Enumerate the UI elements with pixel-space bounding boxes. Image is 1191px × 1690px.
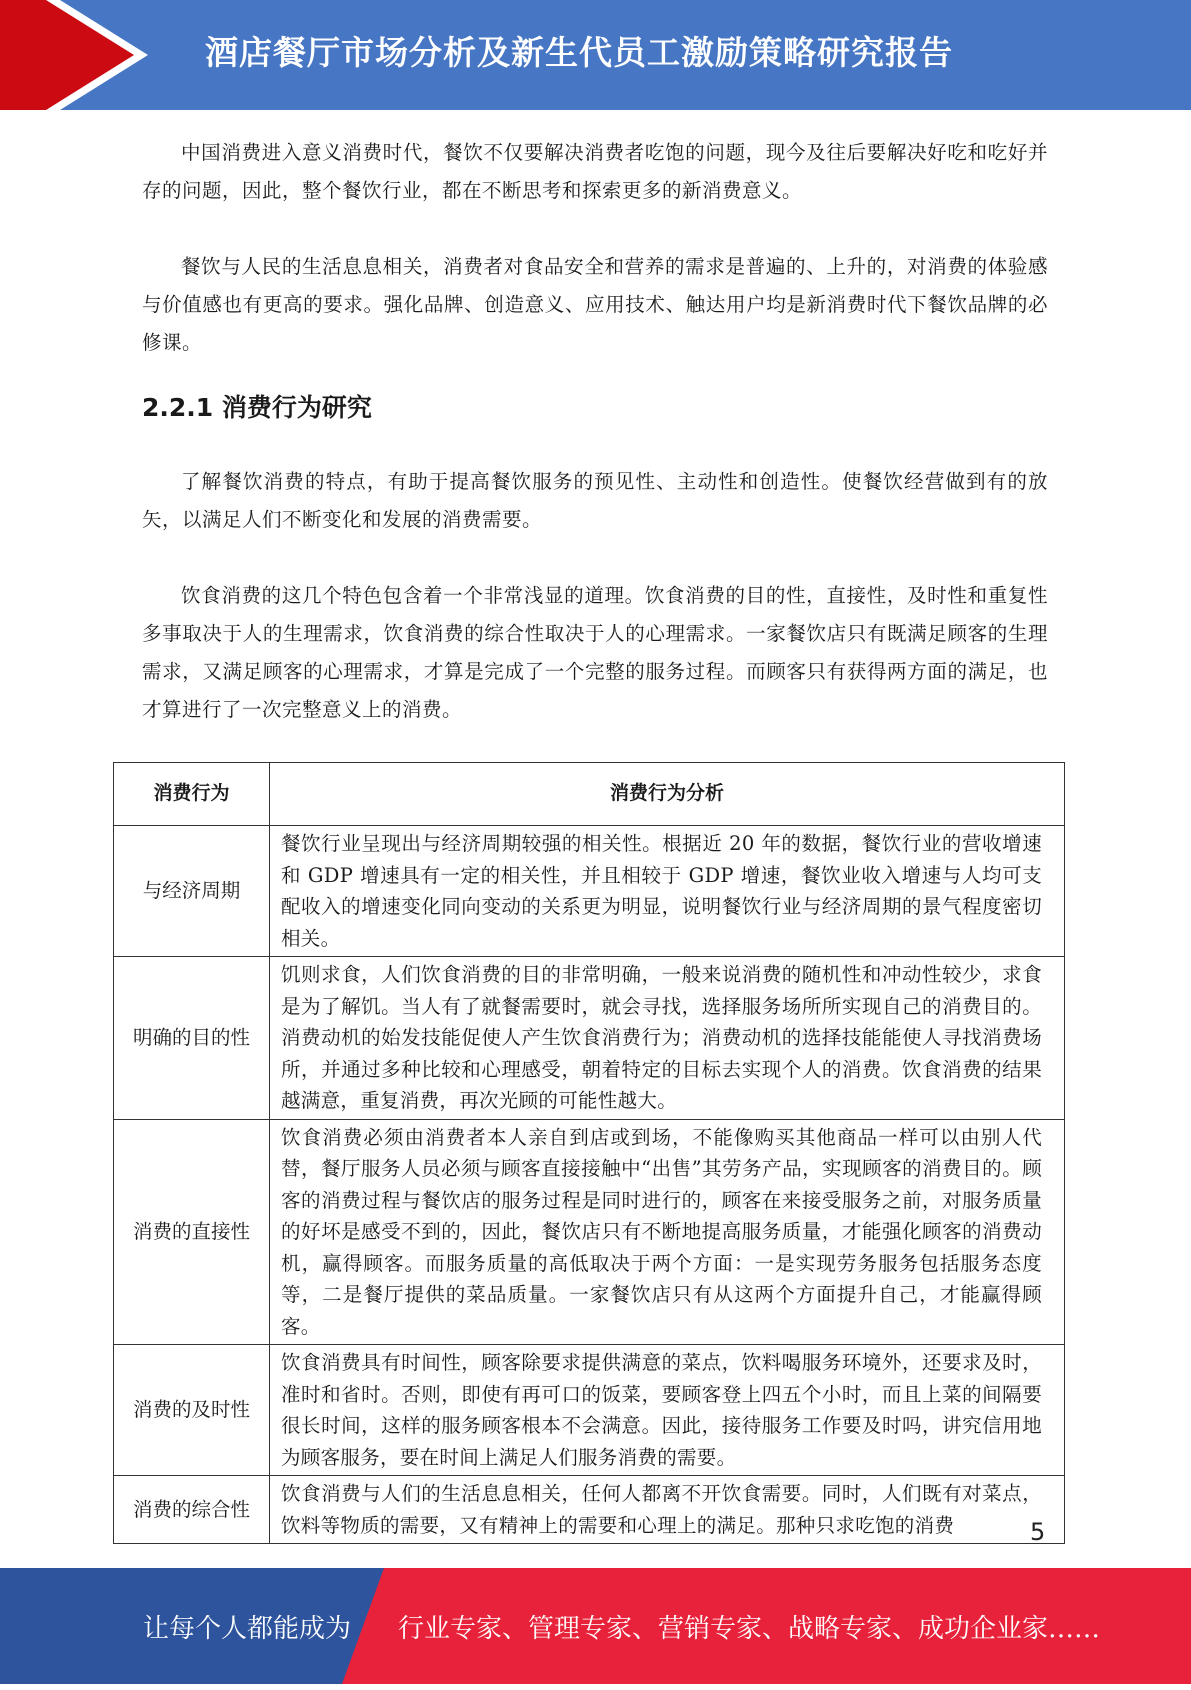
behavior-cell: 消费的及时性	[114, 1345, 270, 1476]
report-title: 酒店餐厅市场分析及新生代员工激励策略研究报告	[205, 33, 953, 72]
section-heading: 2.2.1 消费行为研究	[142, 393, 372, 422]
analysis-cell: 饮食消费与人们的生活息息相关，任何人都离不开饮食需要。同时，人们既有对菜点，饮料等物质的需要，又有精神上的需要和心理上的满足。那种只求吃饱的消费	[270, 1476, 1065, 1544]
analysis-cell: 饮食消费具有时间性，顾客除要求提供满意的菜点，饮料喝服务环境外，还要求及时，准时和省时。否则，即使有再可口的饭菜，要顾客登上四五个小时，而且上菜的间隔要很长时间，这样的服务顾客根本不会满意。因此，接待服务工作要及时吗，讲究信用地为顾客服务，要在时间上满足人们服务消费的需要。	[270, 1345, 1065, 1476]
behavior-cell: 消费的直接性	[114, 1119, 270, 1345]
paragraph-consumption-era: 中国消费进入意义消费时代，餐饮不仅要解决消费者吃饱的问题，现今及往后要解决好吃和吃好并存的问题，因此，整个餐饮行业，都在不断思考和探索更多的新消费意义。	[142, 141, 1048, 202]
consumer-behavior-table	[113, 762, 1065, 1544]
table-row	[114, 1476, 1065, 1544]
column-header-behavior: 消费行为	[114, 763, 270, 826]
table-header-row	[114, 763, 1065, 826]
paragraph-consumption-features: 饮食消费的这几个特色包含着一个非常浅显的道理。饮食消费的目的性，直接性，及时性和重复性多事取决于人的生理需求，饮食消费的综合性取决于人的心理需求。一家餐饮店只有既满足顾客的生理需求，又满足顾客的心理需求，才算是完成了一个完整的服务过程。而顾客只有获得两方面的满足，也才算进行了一次完整意义上的消费。	[142, 584, 1048, 721]
behavior-cell: 消费的综合性	[114, 1476, 270, 1544]
analysis-cell: 饮食消费必须由消费者本人亲自到店或到场，不能像购买其他商品一样可以由别人代替，餐厅服务人员必须与顾客直接接触中“出售”其劳务产品，实现顾客的消费目的。顾客的消费过程与餐饮店的服务过程是同时进行的，顾客在来接受服务之前，对服务质量的好坏是感受不到的，因此，餐饮店只有不断地提高服务质量，才能强化顾客的消费动机，赢得顾客。而服务质量的高低取决于两个方面：一是实现劳务服务包括服务态度等，二是餐厅提供的菜品质量。一家餐饮店只有从这两个方面提升自己，才能赢得顾客。	[270, 1119, 1065, 1345]
table-row	[114, 826, 1065, 957]
paragraph-food-safety: 餐饮与人民的生活息息相关，消费者对食品安全和营养的需求是普遍的、上升的，对消费的体验感与价值感也有更高的要求。强化品牌、创造意义、应用技术、触达用户均是新消费时代下餐饮品牌的必修课。	[142, 255, 1048, 354]
chevron-arrow-icon	[0, 0, 150, 110]
table-row	[114, 1119, 1065, 1345]
table-row	[114, 1345, 1065, 1476]
paragraph-understanding-consumption: 了解餐饮消费的特点，有助于提高餐饮服务的预见性、主动性和创造性。使餐饮经营做到有的放矢，以满足人们不断变化和发展的消费需要。	[142, 470, 1048, 531]
footer-slogan-left: 让每个人都能成为	[143, 1614, 352, 1644]
analysis-cell: 饥则求食，人们饮食消费的目的非常明确，一般来说消费的随机性和冲动性较少，求食是为了解饥。当人有了就餐需要时，就会寻找，选择服务场所所实现自己的消费目的。消费动机的始发技能促使人产生饮食消费行为；消费动机的选择技能能使人寻找消费场所，并通过多种比较和心理感受，朝着特定的目标去实现个人的消费。饮食消费的结果越满意，重复消费，再次光顾的可能性越大。	[270, 957, 1065, 1120]
page-number: 5	[1030, 1518, 1046, 1546]
behavior-cell: 与经济周期	[114, 826, 270, 957]
analysis-cell: 餐饮行业呈现出与经济周期较强的相关性。根据近 20 年的数据，餐饮行业的营收增速和 GDP 增速具有一定的相关性，并且相较于 GDP 增速，餐饮业收入增速与人均可支配收入的增速变化同向变动的关系更为明显，说明餐饮行业与经济周期的景气程度密切相关。	[270, 826, 1065, 957]
footer-slogan-right: 行业专家、管理专家、营销专家、战略专家、成功企业家……	[398, 1614, 1101, 1644]
behavior-cell: 明确的目的性	[114, 957, 270, 1120]
footer-banner	[0, 1568, 1191, 1684]
table-row	[114, 957, 1065, 1120]
header-banner	[0, 0, 1191, 110]
column-header-analysis: 消费行为分析	[270, 763, 1065, 826]
